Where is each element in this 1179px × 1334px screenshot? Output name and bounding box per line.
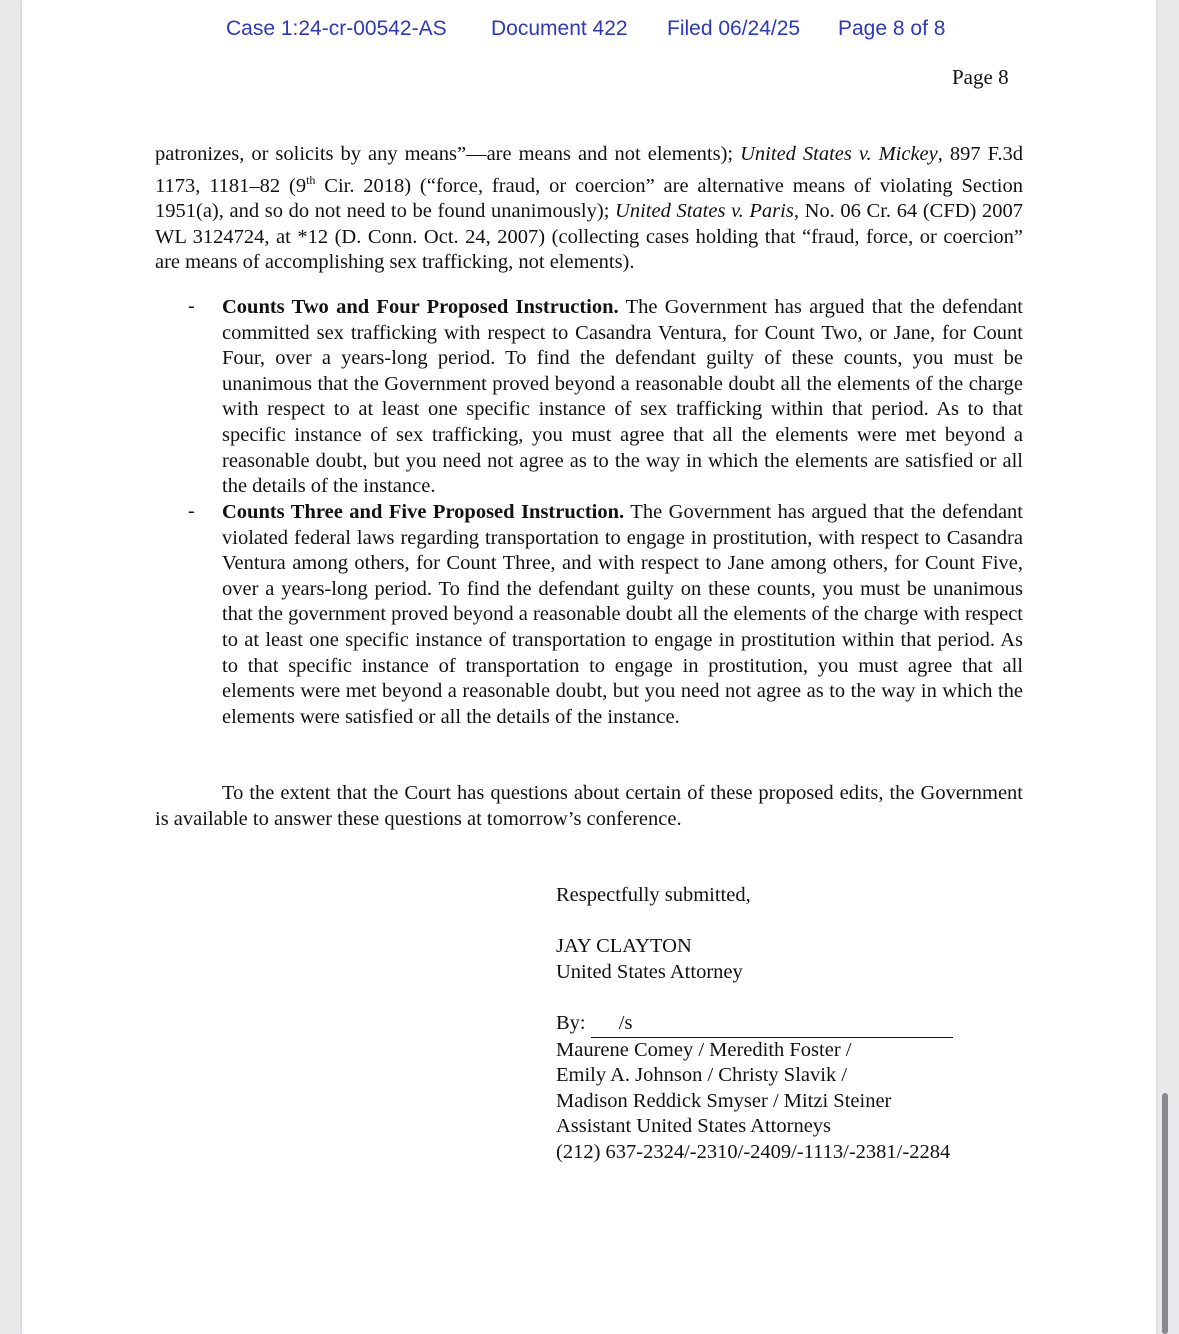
signature-submitted: Respectfully submitted, [556, 884, 751, 906]
bullet-heading: Counts Two and Four Proposed Instruction. [222, 296, 619, 318]
ordinal-superscript: th [306, 172, 316, 187]
page-count: Page 8 of 8 [838, 17, 946, 40]
signature-by-block [556, 1011, 953, 1166]
para1-text-3: Cir. 2018) (“force, fraud, or coercion” are alternative means of violating Section 1951(a), and so do not need to be found unanimously); [155, 174, 1023, 223]
bullet-body: The Government has argued that the defendant committed sex trafficking with respect to Casandra Ventura, for Count Two, or Jane, for Count Four, over a years-long period. To find the defendant guilty of these counts, you must be unanimous that the Government proved beyond a reasonable doubt all the elements of the charge with respect to at least one specific instance of sex trafficking within that period. As to that specific instance of sex trafficking, you must agree that all the elements were met beyond a reasonable doubt, but you need not agree as to the way in which the elements are satisfied or all the details of the instance. [222, 296, 1023, 498]
by-label: By: [556, 1012, 591, 1034]
by-line [556, 1011, 953, 1038]
bullet-counts-three-five [222, 500, 1023, 730]
attorney-title: United States Attorney [556, 960, 743, 983]
document-number: Document 422 [491, 17, 628, 40]
page-label: Page 8 [952, 65, 1009, 89]
signer-names-2: Emily A. Johnson / Christy Slavik / [556, 1064, 848, 1087]
bullet-dash: - [188, 500, 195, 522]
bullet-heading: Counts Three and Five Proposed Instruction. [222, 501, 625, 523]
case-name-mickey: United States v. Mickey [740, 143, 938, 165]
closing-paragraph: To the extent that the Court has questions about certain of these proposed edits, the Government is available to answer these questions at tomorrow’s conference. [155, 782, 1023, 830]
bullet-counts-two-four [222, 295, 1023, 500]
para1-text-1: patronizes, or solicits by any means”—are means and not elements); [155, 143, 741, 165]
document-page [22, 0, 1156, 1334]
attorney-name: JAY CLAYTON [556, 935, 692, 957]
bullet-dash: - [188, 295, 195, 317]
signature-attorney-block [556, 934, 743, 985]
signer-title: Assistant United States Attorneys [556, 1115, 832, 1138]
para1-text-4: , No. 06 Cr. 64 (CFD) 2007 WL 3124724, at *12 (D. Conn. Oct. 24, 2007) (collecting cases holding that “fraud, force, or coercion” are means of accomplishing sex trafficking, not elements). [155, 200, 1023, 274]
signer-names-1: Maurene Comey / Meredith Foster / [556, 1038, 852, 1061]
paragraph-citations [155, 142, 1023, 276]
bullet-body: The Government has argued that the defendant violated federal laws regarding transportation to engage in prostitution, with respect to Casandra Ventura among others, for Count Three, and with respect to Jane among others, for Count Five, over a years-long period. To find the defendant guilty on these counts, you must be unanimous that the government proved beyond a reasonable doubt all the elements of the charge with respect to at least one specific instance of transportation to engage in prostitution within that period. As to that specific instance of transportation to engage in prostitution, you must agree that all elements were met beyond a reasonable doubt, but you need not agree as to the way in which the elements were satisfied or all the details of the instance. [222, 501, 1023, 728]
signature-line: /s [591, 1011, 953, 1038]
case-number: Case 1:24-cr-00542-AS [226, 17, 447, 40]
para1-text-2: , 897 F.3d 1173, 1181–82 (9 [155, 143, 1023, 197]
signer-phone: (212) 637-2324/-2310/-2409/-1113/-2381/-2284 [556, 1140, 951, 1163]
case-name-paris: United States v. Paris [615, 200, 794, 223]
scrollbar-thumb[interactable] [1162, 1093, 1168, 1334]
filed-date: Filed 06/24/25 [667, 17, 801, 40]
signer-names-3: Madison Reddick Smyser / Mitzi Steiner [556, 1089, 892, 1112]
